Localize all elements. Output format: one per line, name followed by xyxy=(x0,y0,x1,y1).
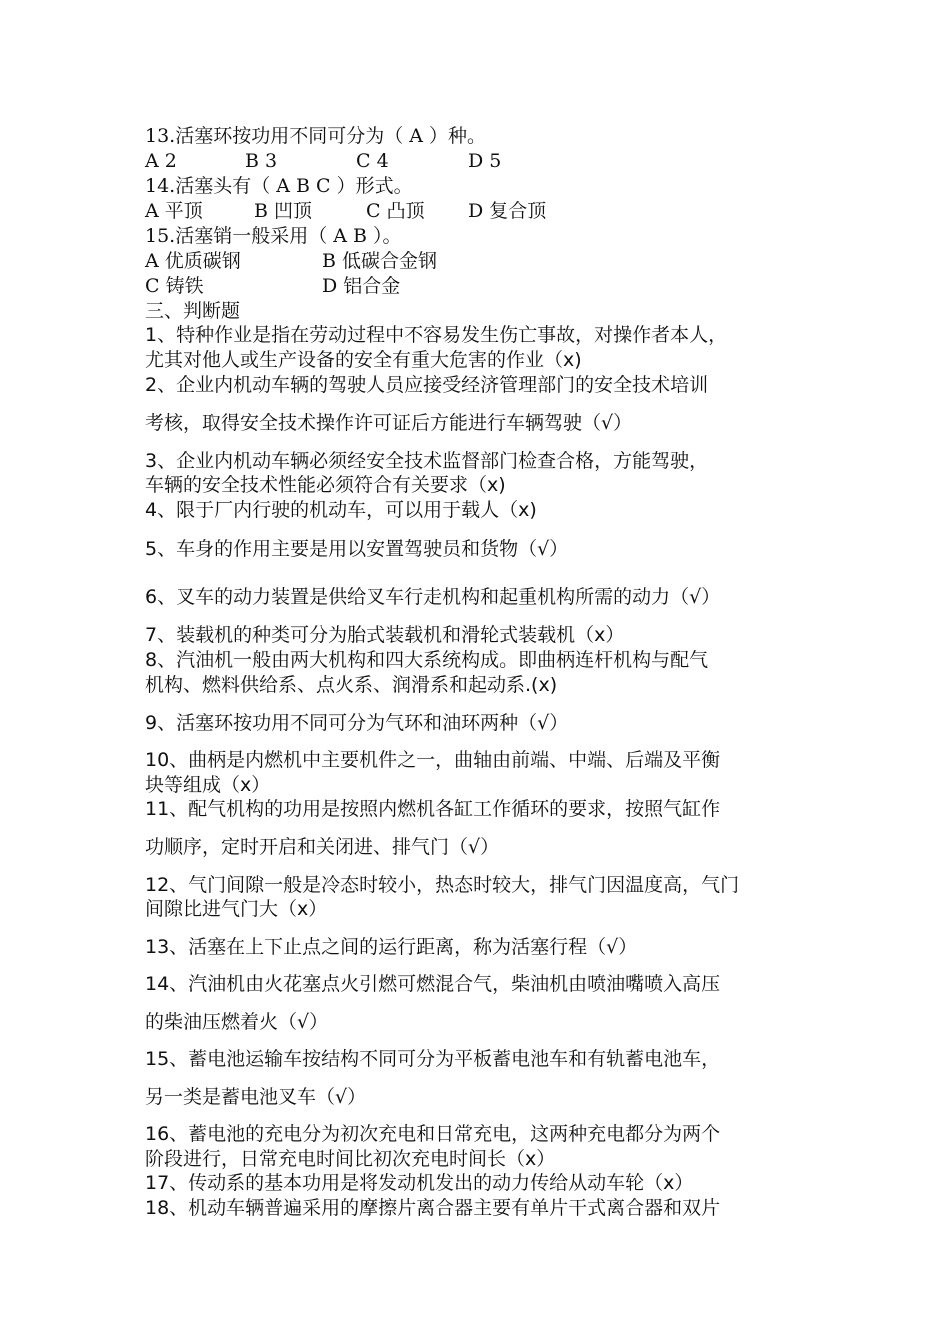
q13-option-a: A 2 xyxy=(145,150,177,172)
q14-option-a: A 平顶 xyxy=(145,200,203,222)
judge-q16-line2: 阶段进行，日常充电时间比初次充电时间长（x） xyxy=(145,1148,556,1170)
judge-q8-line2: 机构、燃料供给系、点火系、润滑系和起动系.(x) xyxy=(145,674,558,696)
judge-q7: 7、装载机的种类可分为胎式装载机和滑轮式装载机（x） xyxy=(145,624,625,646)
q15-option-a: A 优质碳钢 xyxy=(145,250,241,272)
judge-q15-line2: 另一类是蓄电池叉车（√） xyxy=(145,1086,367,1108)
judge-q12-line2: 间隙比进气门大（x） xyxy=(145,898,328,920)
question-13-text: 13.活塞环按功用不同可分为（ A ）种。 xyxy=(145,125,487,147)
judge-q18-line1: 18、机动车辆普遍采用的摩擦片离合器主要有单片干式离合器和双片 xyxy=(145,1197,721,1219)
judge-q10-line1: 10、曲柄是内燃机中主要机件之一，曲轴由前端、中端、后端及平衡 xyxy=(145,749,721,771)
question-14-text: 14.活塞头有（ A B C ）形式。 xyxy=(145,175,413,197)
judge-q3-line1: 3、企业内机动车辆必须经安全技术监督部门检查合格，方能驾驶， xyxy=(145,450,709,472)
q13-option-c: C 4 xyxy=(356,150,389,172)
judge-q15-line1: 15、蓄电池运输车按结构不同可分为平板蓄电池车和有轨蓄电池车， xyxy=(145,1048,721,1070)
judge-q2-line1: 2、企业内机动车辆的驾驶人员应接受经济管理部门的安全技术培训 xyxy=(145,374,709,396)
judge-q10-line2: 块等组成（x） xyxy=(145,774,271,796)
judge-q11-line1: 11、配气机构的功用是按照内燃机各缸工作循环的要求，按照气缸作 xyxy=(145,798,721,820)
q13-option-b: B 3 xyxy=(245,150,278,172)
judge-q5: 5、车身的作用主要是用以安置驾驶员和货物（√） xyxy=(145,538,569,560)
q13-option-d: D 5 xyxy=(468,150,502,172)
q14-option-b: B 凹顶 xyxy=(254,200,313,222)
judge-q8-line1: 8、汽油机一般由两大机构和四大系统构成。即曲柄连杆机构与配气 xyxy=(145,649,709,671)
judge-q1-line2: 尤其对他人或生产设备的安全有重大危害的作业（x) xyxy=(145,349,582,371)
judge-q14-line1: 14、汽油机由火花塞点火引燃可燃混合气，柴油机由喷油嘴喷入高压 xyxy=(145,973,721,995)
judge-q2-line2: 考核，取得安全技术操作许可证后方能进行车辆驾驶（√） xyxy=(145,412,633,434)
section-title-judgement: 三、判断题 xyxy=(145,300,241,322)
q15-option-b: B 低碳合金钢 xyxy=(322,250,438,272)
judge-q17: 17、传动系的基本功用是将发动机发出的动力传给从动车轮（x） xyxy=(145,1172,694,1194)
judge-q11-line2: 功顺序，定时开启和关闭进、排气门（√） xyxy=(145,836,500,858)
q14-option-c: C 凸顶 xyxy=(366,200,425,222)
q14-option-d: D 复合顶 xyxy=(468,200,547,222)
judge-q4: 4、限于厂内行驶的机动车，可以用于载人（x) xyxy=(145,499,537,521)
q15-option-c: C 铸铁 xyxy=(145,275,204,297)
judge-q12-line1: 12、气门间隙一般是冷态时较小，热态时较大，排气门因温度高，气门 xyxy=(145,874,740,896)
q15-option-d: D 铝合金 xyxy=(322,275,401,297)
judge-q9: 9、活塞环按功用不同可分为气环和油环两种（√） xyxy=(145,712,569,734)
judge-q6: 6、叉车的动力装置是供给叉车行走机构和起重机构所需的动力（√） xyxy=(145,586,721,608)
judge-q16-line1: 16、蓄电池的充电分为初次充电和日常充电，这两种充电都分为两个 xyxy=(145,1123,721,1145)
judge-q1-line1: 1、特种作业是指在劳动过程中不容易发生伤亡事故，对操作者本人， xyxy=(145,324,728,346)
question-15-text: 15.活塞销一般采用（ A B ）。 xyxy=(145,225,402,247)
judge-q14-line2: 的柴油压燃着火（√） xyxy=(145,1011,329,1033)
judge-q13: 13、活塞在上下止点之间的运行距离，称为活塞行程（√） xyxy=(145,936,638,958)
judge-q3-line2: 车辆的安全技术性能必须符合有关要求（x) xyxy=(145,474,506,496)
